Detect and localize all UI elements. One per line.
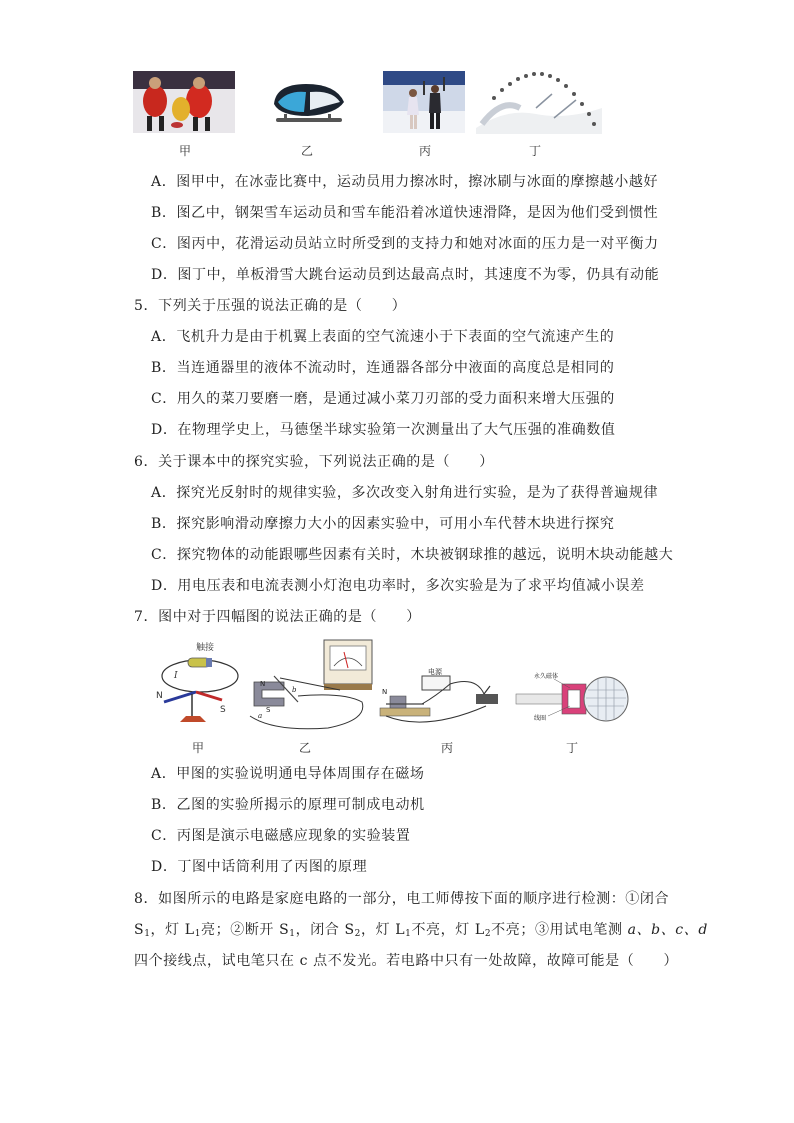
needle-south-label: S [220,705,226,715]
switch-s1-label: S [134,922,145,938]
q7-option-a: A．甲图的实验说明通电导体周围存在磁场 [151,766,425,782]
subscript: 1 [194,929,202,939]
coil-label: 线圈 [534,715,547,722]
svg-text:b: b [292,686,297,694]
touch-label: 触接 [196,643,215,653]
q5-option-c: C．用久的菜刀要磨一磨，是通过减小菜刀刃部的受力面积来增大压强的 [151,391,615,407]
figure-skating-photo [383,71,465,133]
oersted-experiment-figure [150,636,246,732]
curling-photo [133,71,235,133]
q6-option-c: C．探究物体的动能跟哪些因素有关时，木块被钢球推的越远，说明木块动能越大 [151,547,674,563]
q5-option-d: D．在物理学史上，马德堡半球实验第一次测量出了大气压强的准确数值 [151,422,616,438]
magnet-north-label: N [382,688,388,696]
microphone-figure [514,670,630,726]
q4-option-d: D．图丁中，单板滑雪大跳台运动员到达最高点时，其速度不为零，仍具有动能 [151,267,660,283]
q7-caption-jia: 甲 [191,741,204,755]
text-segment: ，闭合 S [295,922,355,938]
svg-text:a: a [258,712,263,720]
q6-option-a: A．探究光反射时的规律实验，多次改变入射角进行实验，是为了获得普遍规律 [151,485,659,501]
q4-option-c: C．图丙中，花滑运动员站立时所受到的支持力和她对冰面的压力是一对平衡力 [151,236,659,252]
q5-stem: 5．下列关于压强的说法正确的是（ ） [134,298,407,314]
power-supply-label: 电源 [428,668,442,676]
subscript: 1 [144,929,151,939]
q6-option-b: B．探究影响滑动摩擦力大小的因素实验中，可用小车代替木块进行探究 [151,516,615,532]
text-segment: 亮；②断开 S [201,922,290,938]
snowboard-big-air-photo [476,68,602,134]
q8-stem-line-1: 8．如图所示的电路是家庭电路的一部分，电工师傅按下面的顺序进行检测：①闭合 [134,891,670,907]
q4-option-a: A．图甲中，在冰壶比赛中，运动员用力擦冰时，擦冰刷与冰面的摩擦越小越好 [151,174,659,190]
q7-option-c: C．丙图是演示电磁感应现象的实验装置 [151,828,411,844]
q7-caption-yi: 乙 [298,741,311,755]
q4-option-b: B．图乙中，钢架雪车运动员和雪车能沿着冰道快速滑降，是因为他们受到惯性 [151,205,659,221]
q5-option-a: A．飞机升力是由于机翼上表面的空气流速小于下表面的空气流速产生的 [151,329,615,345]
subscript: 2 [484,929,492,939]
q4-caption-ding: 丁 [528,144,541,158]
motor-principle-figure [376,666,516,732]
q6-option-d: D．用电压表和电流表测小灯泡电功率时，多次实验是为了求平均值减小误差 [151,578,645,594]
subscript: 1 [289,929,296,939]
subscript: 1 [405,929,412,939]
svg-text:S: S [266,706,271,714]
q4-caption-jia: 甲 [178,144,191,158]
q7-caption-ding: 丁 [565,741,578,755]
q4-caption-bing: 丙 [418,144,431,158]
skeleton-sled-photo [266,74,350,132]
needle-north-label: N [156,691,163,701]
q7-option-b: B．乙图的实验所揭示的原理可制成电动机 [151,797,425,813]
q7-caption-bing: 丙 [440,741,453,755]
q7-option-d: D．丁图中话筒利用了丙图的原理 [151,859,368,875]
q4-figure-row [0,68,794,158]
svg-text:N: N [260,680,266,688]
text-segment: ，灯 L [150,922,195,938]
permanent-magnet-label: 永久磁体 [534,673,559,680]
current-label-i: I [174,671,178,681]
text-segment: 不亮；③用试电笔测 [491,922,628,938]
q7-stem: 7．图中对于四幅图的说法正确的是（ ） [134,609,421,625]
test-points-label: a、b、c、d [627,922,708,938]
induction-galvanometer-figure [244,636,378,736]
q4-caption-yi: 乙 [300,144,313,158]
q8-stem-line-3: 四个接线点，试电笔只在 c 点不发光。若电路中只有一处故障，故障可能是（ ） [134,953,679,969]
q8-stem-line-2 [134,920,708,944]
subscript: 2 [354,929,361,939]
q6-stem: 6．关于课本中的探究实验，下列说法正确的是（ ） [134,454,494,470]
text-segment: 不亮，灯 L [411,922,485,938]
q7-figure-row [0,636,794,756]
q5-option-b: B．当连通器里的液体不流动时，连通器各部分中液面的高度总是相同的 [151,360,615,376]
text-segment: ，灯 L [360,922,406,938]
